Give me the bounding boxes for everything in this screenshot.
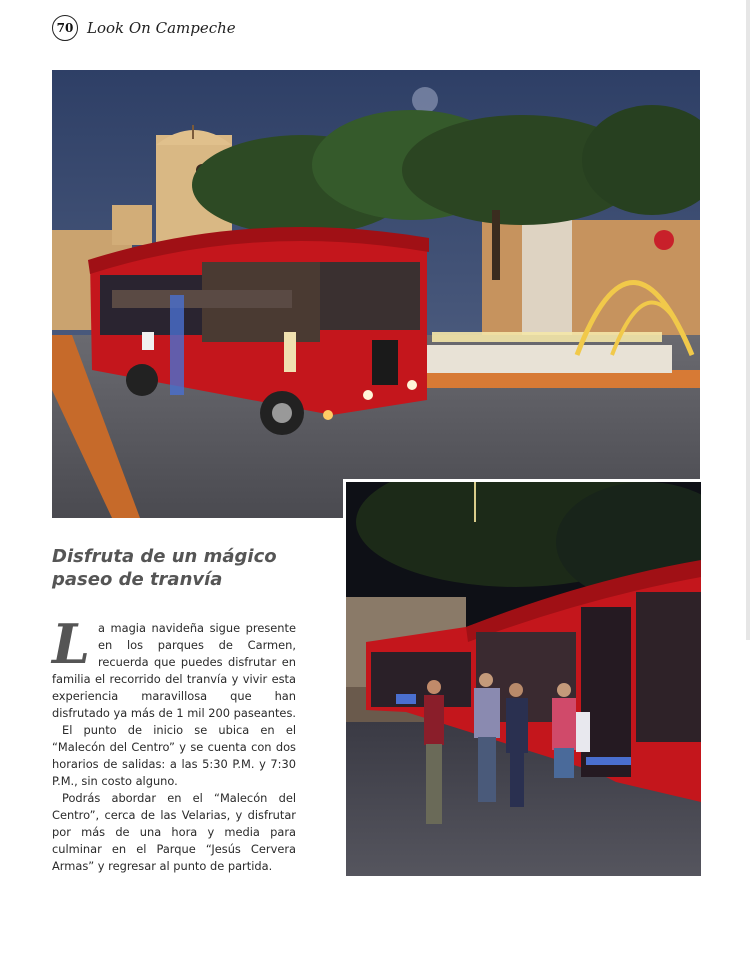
- drop-cap: L: [52, 612, 90, 676]
- page-header: [52, 14, 236, 42]
- article-paragraph-3: Podrás abordar en el “Malecón del Centro”, cerca de las Velarias, y disfrutar por más de una hora y media para culminar en el Parque “Jesús Cervera Armas” y regresar al punto de partida.: [52, 791, 296, 873]
- article-paragraph-2: El punto de inicio se ubica en el “Malecón del Centro” y se cuenta con dos horarios de salidas: a las 5:30 P.M. y 7:30 P.M., sin costo alguno.: [52, 723, 296, 788]
- top-photo: [52, 70, 700, 518]
- bottom-photo: [343, 479, 704, 879]
- article-headline: Disfruta de un mágico paseo de tranvía: [52, 546, 277, 590]
- article-paragraph-1-text: a magia navideña sigue presente en los parques de Carmen, recuerda que puedes disfrutar en familia el recorrido del tranvía y vivir esta experiencia maravillosa que han disfrutado ya más de 1 mil 200 paseantes.: [52, 621, 296, 720]
- page-number: 70: [52, 15, 78, 41]
- publication-title: Look On Campeche: [87, 19, 236, 37]
- article-body: [52, 612, 296, 875]
- page-edge: [746, 0, 750, 640]
- article-paragraph-1: [52, 612, 296, 722]
